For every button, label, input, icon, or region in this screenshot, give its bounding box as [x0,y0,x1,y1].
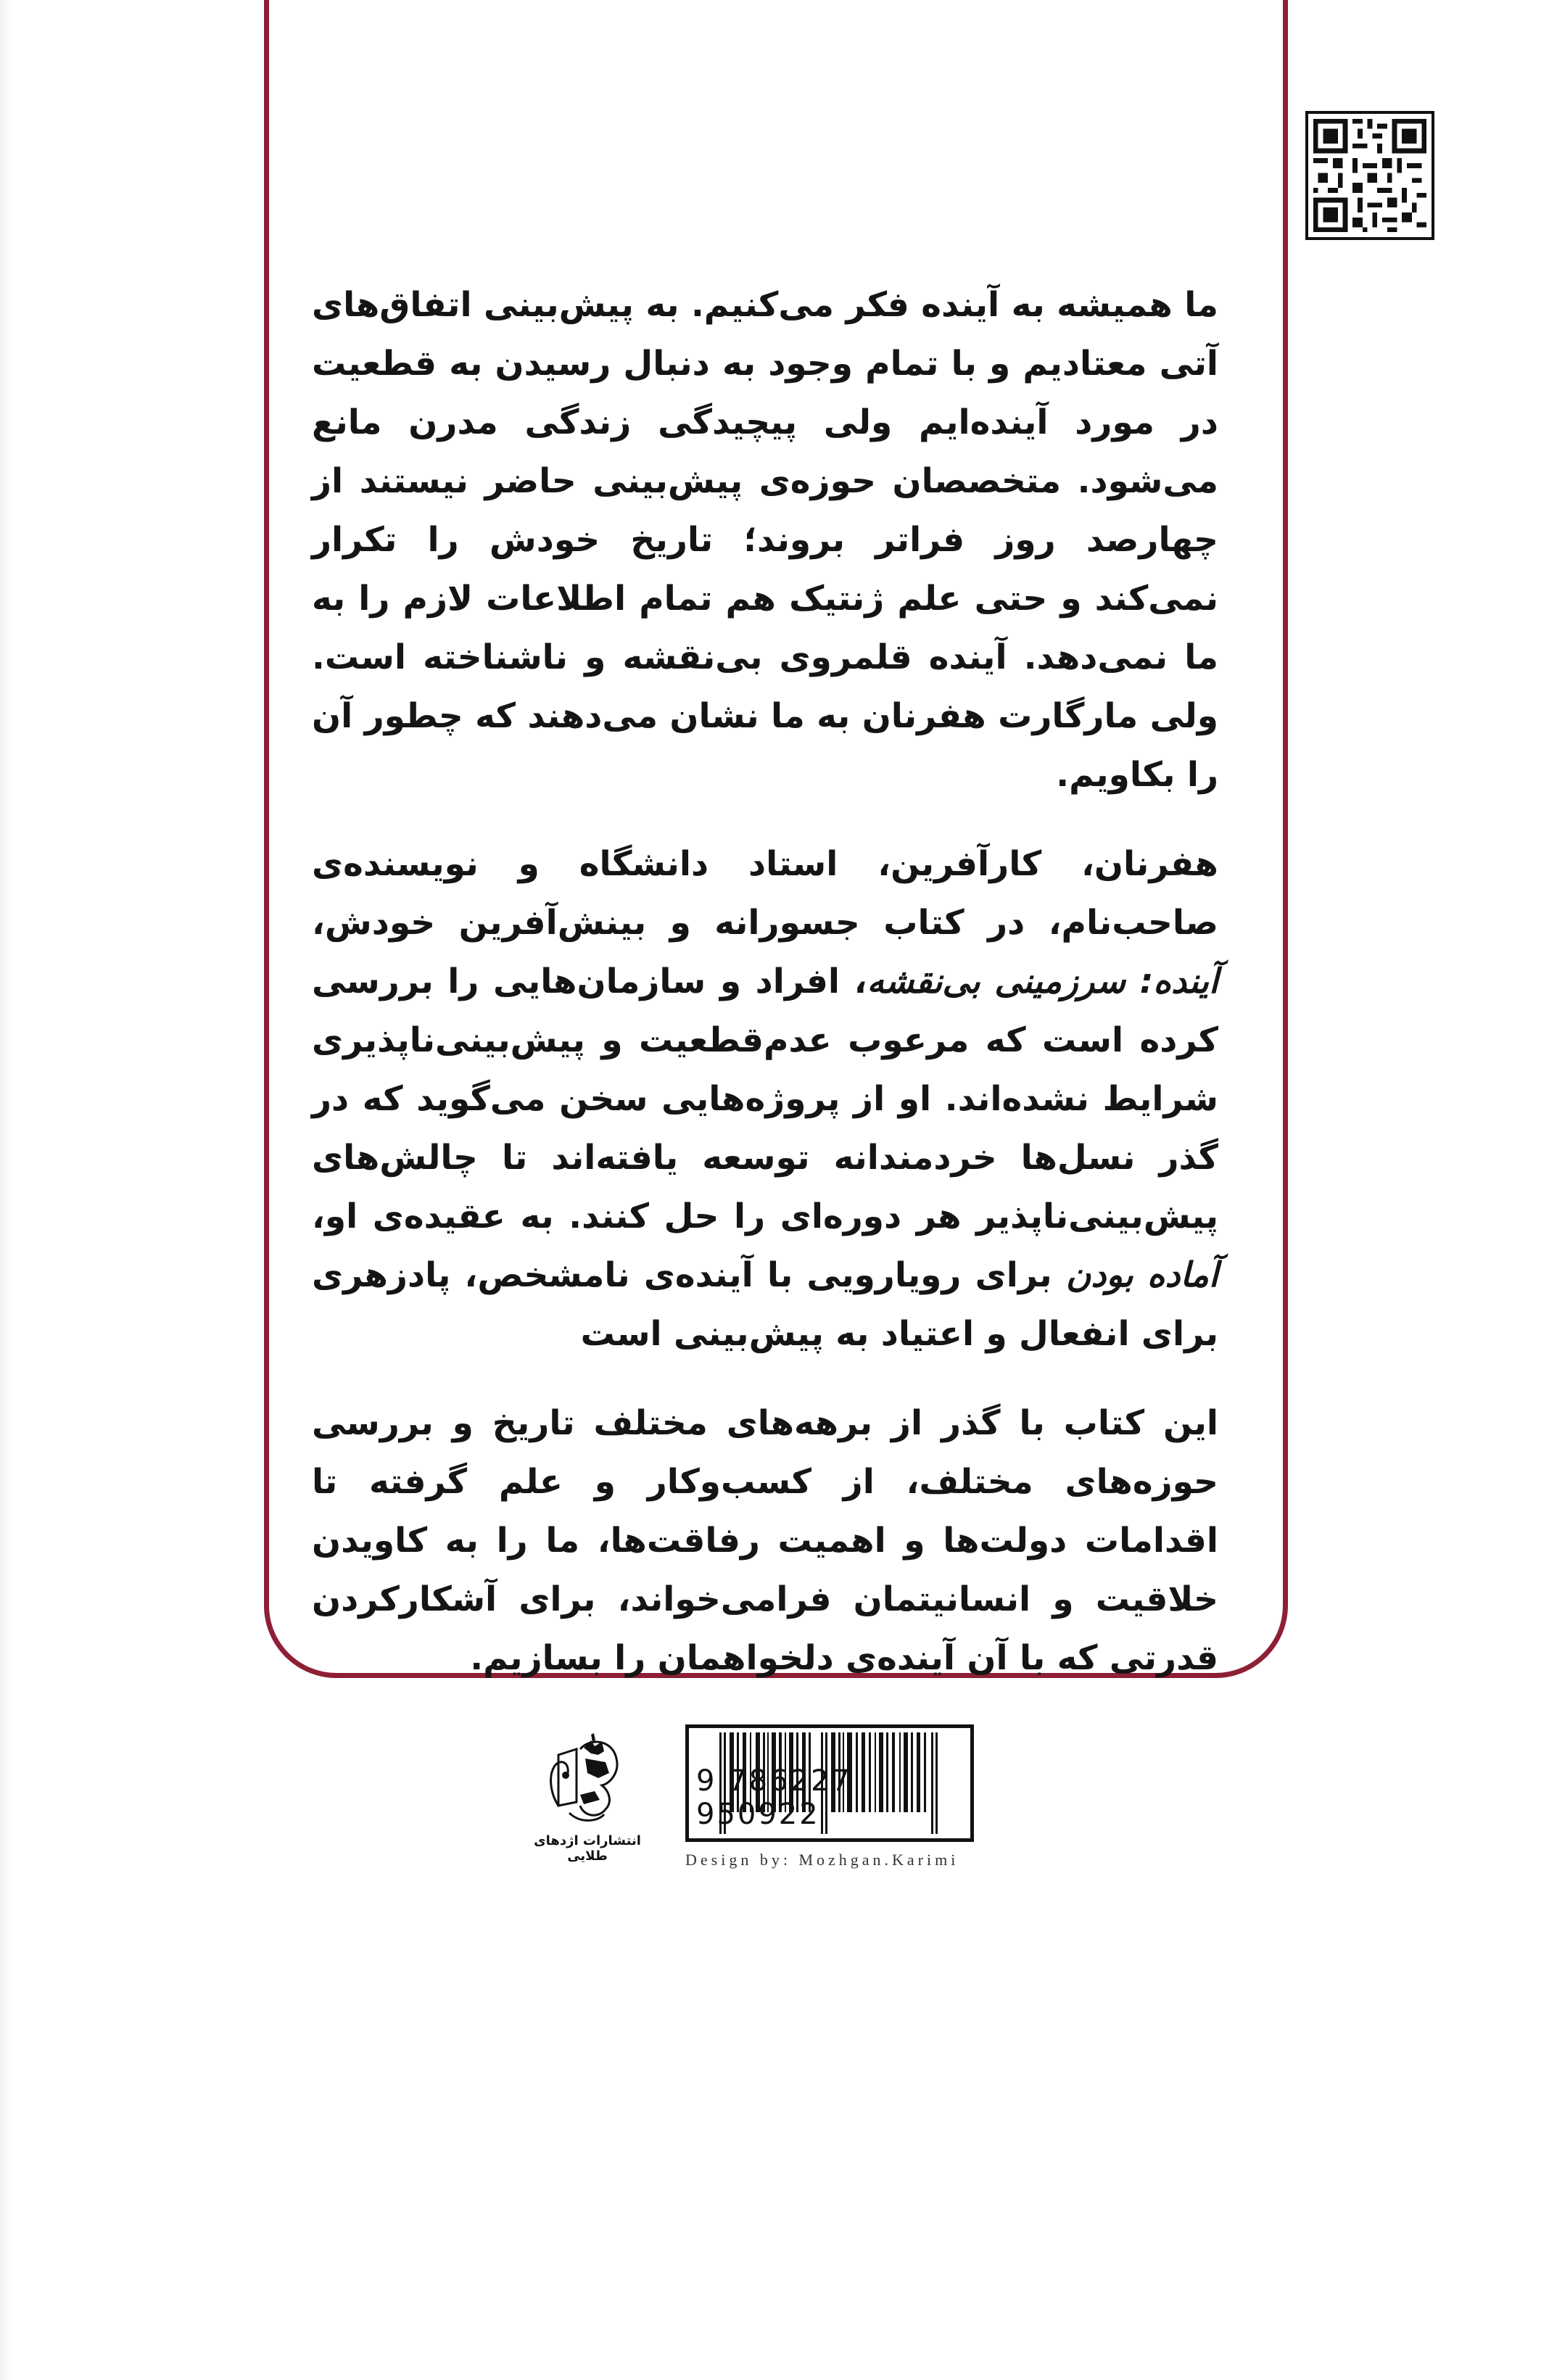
blurb-paragraph-2 [312,835,1218,1363]
qr-code-icon[interactable] [1305,111,1434,240]
emphasis-being-prepared: آماده بودن [1065,1255,1218,1295]
blurb-paragraph-2-part-3: برای رویارویی با آینده‌ی نامشخص، پادزهری برای انفعال و اعتیاد به پیش‌بینی است [312,1255,1218,1354]
designer-credit: Design by: Mozhgan.Karimi [685,1851,959,1869]
back-cover-blurb [312,276,1218,1718]
isbn-barcode [685,1724,974,1842]
publisher-name: انتشارات اژدهای طلایی [534,1833,641,1864]
spine-edge-shadow [0,0,12,2380]
isbn-number: 9 786227 950922 [696,1764,852,1831]
dragon-logo-icon [540,1733,635,1827]
blurb-paragraph-1: ما همیشه به آینده فکر می‌کنیم. به پیش‌بینی اتفاق‌های آتی معتادیم و با تمام وجود به دنبال رسیدن به قطعیت در مورد آینده‌ایم ولی پیچیدگی زندگی مدرن مانع می‌شود. متخصصان حوزه‌ی پیش‌بینی حاضر نیستند از چهارصد روز فراتر بروند؛ تاریخ خودش را تکرار نمی‌کند و حتی علم ژنتیک هم تمام اطلاعات لازم را به ما نمی‌دهد. آینده قلمروی بی‌نقشه و ناشناخته است. ولی مارگارت هفرنان به ما نشان می‌دهند که چطور آن را بکاویم. [312,285,1218,795]
blurb-paragraph-3: این کتاب با گذر از برهه‌های مختلف تاریخ و بررسی حوزه‌های مختلف، از کسب‌وکار و علم گرفته تا اقدامات دولت‌ها و اهمیت رفاقت‌ها، ما را به کاویدن خلاقیت و انسانیتمان فرامی‌خواند، برای آشکارکردن قدرتی که با آن آینده‌ی دلخواهمان را بسازیم. [312,1403,1218,1678]
qr-code-pattern [1308,114,1432,237]
blurb-paragraph-2-part-2: ، افراد و سازمان‌هایی را بررسی کرده است که مرعوب عدم‌قطعیت و پیش‌بینی‌ناپذیری شرایط نشده‌اند. او از پروژه‌هایی سخن می‌گوید که در گذر نسل‌ها خردمندانه توسعه یافته‌اند تا چالش‌های پیش‌بینی‌ناپذیر هر دوره‌ای را حل کنند. به عقیده‌ی او، [312,962,1218,1236]
blurb-paragraph-2-part-1: هفرنان، کارآفرین، استاد دانشگاه و نویسنده‌ی صاحب‌نام، در کتاب جسورانه و بینش‌آفرین خودش، [312,844,1218,943]
book-title: آینده: سرزمینی بی‌نقشه [867,962,1218,1001]
